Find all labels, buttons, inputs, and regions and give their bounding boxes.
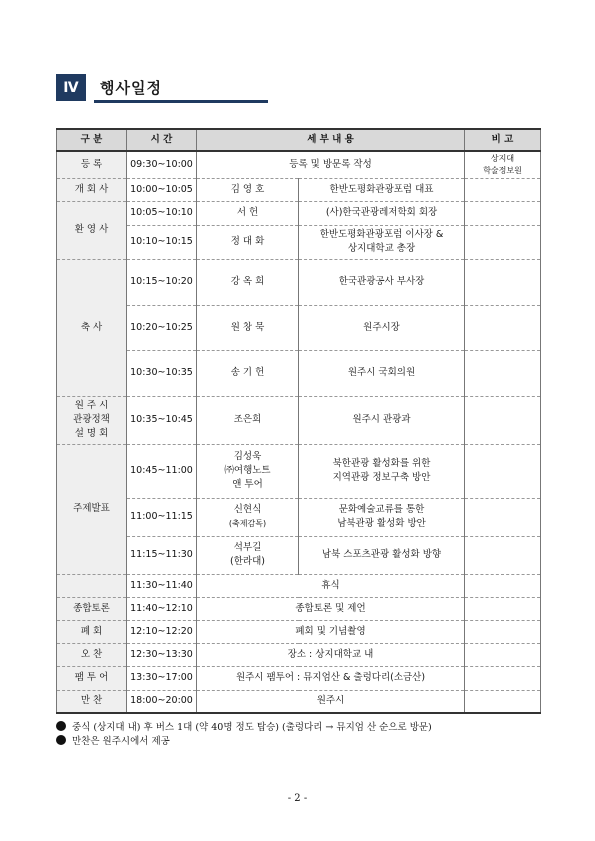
category-cell: 개 회 사 [57, 178, 127, 201]
note-cell [465, 643, 541, 666]
section-underline [94, 100, 268, 103]
footnote-text: 만찬은 원주시에서 제공 [72, 736, 170, 747]
header-time: 시 간 [127, 129, 197, 151]
bullet-icon [56, 735, 66, 745]
detail-cell: 휴식 [197, 574, 465, 597]
time-cell: 10:30~10:35 [127, 350, 197, 396]
table-row [57, 350, 541, 396]
note-cell [465, 666, 541, 690]
table-row [57, 597, 541, 620]
table-row [57, 259, 541, 305]
footnote-text: 중식 (상지대 내) 후 버스 1대 (약 40명 정도 탑승) (출렁다리 → 뮤지엄 산 순으로 방문) [72, 722, 432, 733]
detail-cell: 원주시장 [299, 305, 465, 350]
detail-cell: 종합토론 및 제언 [197, 597, 465, 620]
table-row [57, 151, 541, 178]
note-cell [465, 620, 541, 643]
table-row [57, 690, 541, 713]
time-cell: 11:00~11:15 [127, 498, 197, 536]
detail-cell: 등록 및 방문록 작성 [197, 151, 465, 178]
speaker-cell: 김성욱 ㈜여행노트 앤 투어 [197, 444, 299, 498]
footnote-item [56, 721, 432, 735]
speaker-cell [197, 498, 299, 536]
time-cell: 10:05~10:10 [127, 201, 197, 225]
category-cell: 만 찬 [57, 690, 127, 713]
table-row [57, 396, 541, 444]
section-number: Ⅳ [56, 74, 86, 101]
note-cell [465, 396, 541, 444]
note-cell [465, 259, 541, 305]
speaker-cell: 김 영 호 [197, 178, 299, 201]
time-cell: 10:20~10:25 [127, 305, 197, 350]
time-cell: 10:10~10:15 [127, 225, 197, 259]
table-row [57, 536, 541, 574]
detail-cell: 한반도평화관광포럼 이사장 & 상지대학교 총장 [299, 225, 465, 259]
detail-cell: 원주시 관광과 [299, 396, 465, 444]
note-cell [465, 305, 541, 350]
detail-cell: 한국관광공사 부사장 [299, 259, 465, 305]
header-category: 구 분 [57, 129, 127, 151]
note-cell [465, 536, 541, 574]
time-cell: 11:30~11:40 [127, 574, 197, 597]
detail-cell: 한반도평화관광포럼 대표 [299, 178, 465, 201]
note-cell [465, 690, 541, 713]
time-cell: 10:15~10:20 [127, 259, 197, 305]
speaker-cell: 원 창 묵 [197, 305, 299, 350]
category-cell: 원 주 시 관광정책 설 명 회 [57, 396, 127, 444]
speaker-affiliation: (축제감독) [228, 519, 267, 528]
speaker-cell: 서 헌 [197, 201, 299, 225]
detail-cell: 원주시 [197, 690, 465, 713]
page-number: - 2 - [287, 793, 308, 804]
category-cell: 폐 회 [57, 620, 127, 643]
category-cell: 오 찬 [57, 643, 127, 666]
table-row [57, 643, 541, 666]
category-cell: 주제발표 [57, 444, 127, 574]
table-row [57, 178, 541, 201]
table-row [57, 498, 541, 536]
speaker-cell: 조은희 [197, 396, 299, 444]
detail-cell: 폐회 및 기념촬영 [197, 620, 465, 643]
detail-cell: 남북 스포츠관광 활성화 방향 [299, 536, 465, 574]
category-cell: 등 록 [57, 151, 127, 178]
speaker-cell: 석부길 (한라대) [197, 536, 299, 574]
schedule-table [56, 128, 541, 714]
table-row [57, 574, 541, 597]
detail-cell: (사)한국관광레저학회 회장 [299, 201, 465, 225]
category-cell: 환 영 사 [57, 201, 127, 259]
time-cell: 11:15~11:30 [127, 536, 197, 574]
table-row [57, 305, 541, 350]
detail-cell: 문화예술교류를 통한 남북관광 활성화 방안 [299, 498, 465, 536]
time-cell: 12:30~13:30 [127, 643, 197, 666]
note-cell [465, 350, 541, 396]
section-title: 행사일정 [100, 79, 162, 97]
detail-cell: 북한관광 활성화를 위한 지역관광 정보구축 방안 [299, 444, 465, 498]
category-cell: 팸 투 어 [57, 666, 127, 690]
note-cell [465, 178, 541, 201]
section-header [56, 74, 268, 102]
category-cell: 축 사 [57, 259, 127, 396]
header-detail: 세 부 내 용 [197, 129, 465, 151]
time-cell: 13:30~17:00 [127, 666, 197, 690]
time-cell: 18:00~20:00 [127, 690, 197, 713]
category-cell: 종합토론 [57, 597, 127, 620]
note-cell [465, 444, 541, 498]
footnotes [56, 721, 432, 749]
speaker-name: 신현식 [233, 504, 262, 516]
table-row [57, 225, 541, 259]
table-row [57, 620, 541, 643]
note-cell [465, 498, 541, 536]
header-note: 비 고 [465, 129, 541, 151]
note-cell [465, 597, 541, 620]
footnote-item [56, 735, 432, 749]
time-cell: 09:30~10:00 [127, 151, 197, 178]
table-row [57, 666, 541, 690]
speaker-cell: 송 기 헌 [197, 350, 299, 396]
note-cell: 상지대 학술정보원 [465, 151, 541, 178]
detail-cell: 원주시 국회의원 [299, 350, 465, 396]
table-row [57, 201, 541, 225]
detail-cell: 장소 : 상지대학교 내 [197, 643, 465, 666]
note-cell [465, 201, 541, 225]
speaker-cell: 강 옥 희 [197, 259, 299, 305]
bullet-icon [56, 721, 66, 731]
table-row [57, 444, 541, 498]
time-cell: 10:00~10:05 [127, 178, 197, 201]
time-cell: 10:35~10:45 [127, 396, 197, 444]
time-cell: 11:40~12:10 [127, 597, 197, 620]
time-cell: 12:10~12:20 [127, 620, 197, 643]
note-cell [465, 574, 541, 597]
category-cell [57, 574, 127, 597]
note-cell [465, 225, 541, 259]
speaker-cell: 정 대 화 [197, 225, 299, 259]
table-header-row [57, 129, 541, 151]
detail-cell: 원주시 팸투어 : 뮤지엄산 & 출렁다리(소금산) [197, 666, 465, 690]
time-cell: 10:45~11:00 [127, 444, 197, 498]
